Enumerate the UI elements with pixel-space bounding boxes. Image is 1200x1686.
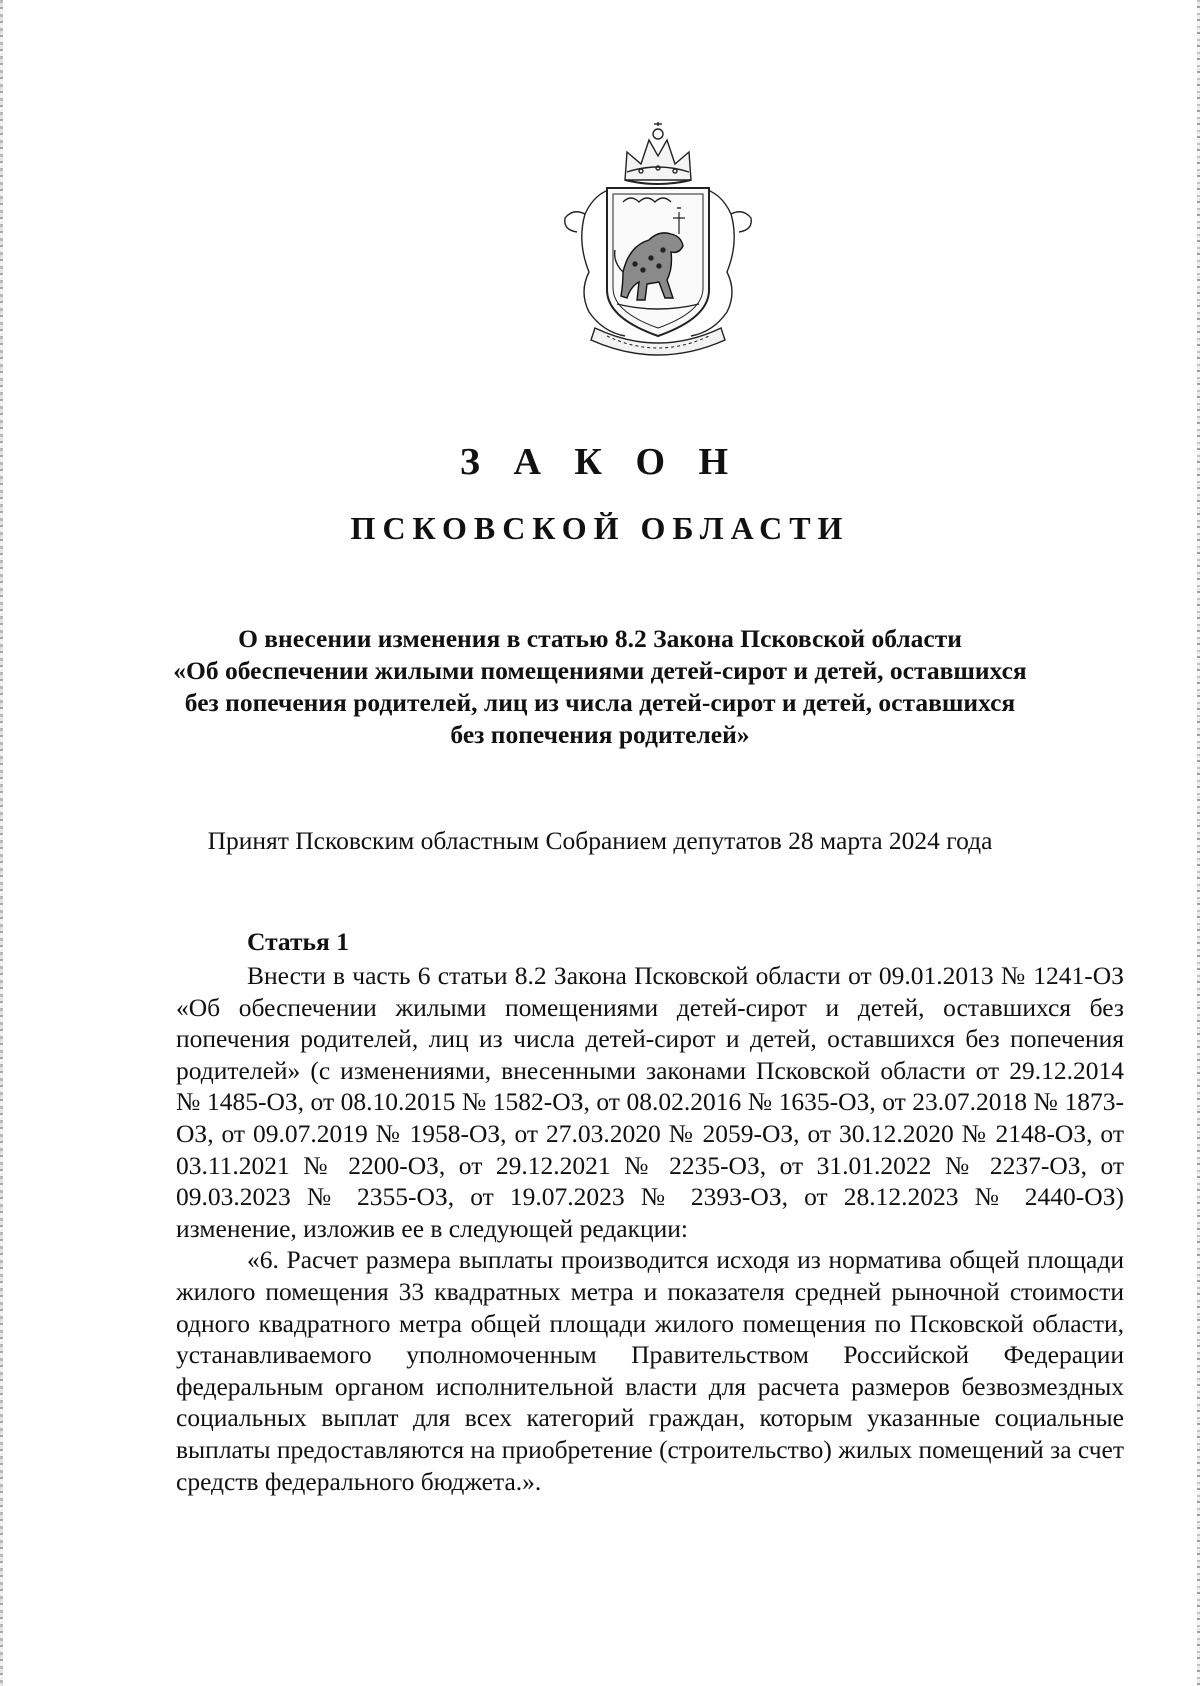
law-subject-line: «Об обеспечении жилыми помещениями детей-сирот и детей, оставшихся	[173, 656, 1027, 685]
coat-of-arms-icon	[555, 122, 761, 362]
adoption-note: Принят Псковским областным Собранием депутатов 28 марта 2024 года	[207, 826, 993, 855]
law-subject-line: без попечения родителей»	[450, 720, 750, 749]
article-body	[176, 960, 1124, 1497]
law-subject	[160, 623, 1040, 751]
law-subject-line: О внесении изменения в статью 8.2 Закона Псковской области	[238, 624, 962, 653]
law-region: ПСКОВСКОЙ ОБЛАСТИ	[350, 510, 850, 546]
article-paragraph: «6. Расчет размера выплаты производится исходя из норматива общей площади жилого помещения 33 квадратных метра и показателя средней рыночной стоимости одного квадратного метра общей площади жилого помещения по Псковской области, устанавливаемого уполномоченным Правительством Российской Федерации федеральным органом исполнительной власти для расчета размеров безвозмездных социальных выплат для всех категорий граждан, которым указанные социальные выплаты предоставляются на приобретение (строительство) жилых помещений за счет средств федерального бюджета.».	[176, 1245, 1124, 1496]
law-title: З А К О Н	[459, 441, 741, 483]
article-heading: Статья 1	[247, 927, 349, 956]
law-subject-line: без попечения родителей, лиц из числа детей-сирот и детей, оставшихся	[184, 688, 1016, 717]
article-paragraph: Внести в часть 6 статьи 8.2 Закона Псковской области от 09.01.2013 № 1241-ОЗ «Об обеспечении жилыми помещениями детей-сирот и детей, оставшихся без попечения родителей, лиц из числа детей-сирот и детей, оставшихся без попечения родителей» (с изменениями, внесенными законами Псковской области от 29.12.2014 № 1485-ОЗ, от 08.10.2015 № 1582-ОЗ, от 08.02.2016 № 1635-ОЗ, от 23.07.2018 № 1873-ОЗ, от 09.07.2019 № 1958-ОЗ, от 27.03.2020 № 2059-ОЗ, от 30.12.2020 № 2148-ОЗ, от 03.11.2021 № 2200-ОЗ, от 29.12.2021 № 2235-ОЗ, от 31.01.2022 № 2237-ОЗ, от 09.03.2023 № 2355-ОЗ, от 19.07.2023 № 2393-ОЗ, от 28.12.2023 № 2440-ОЗ) изменение, изложив ее в следующей редакции:	[176, 961, 1124, 1243]
